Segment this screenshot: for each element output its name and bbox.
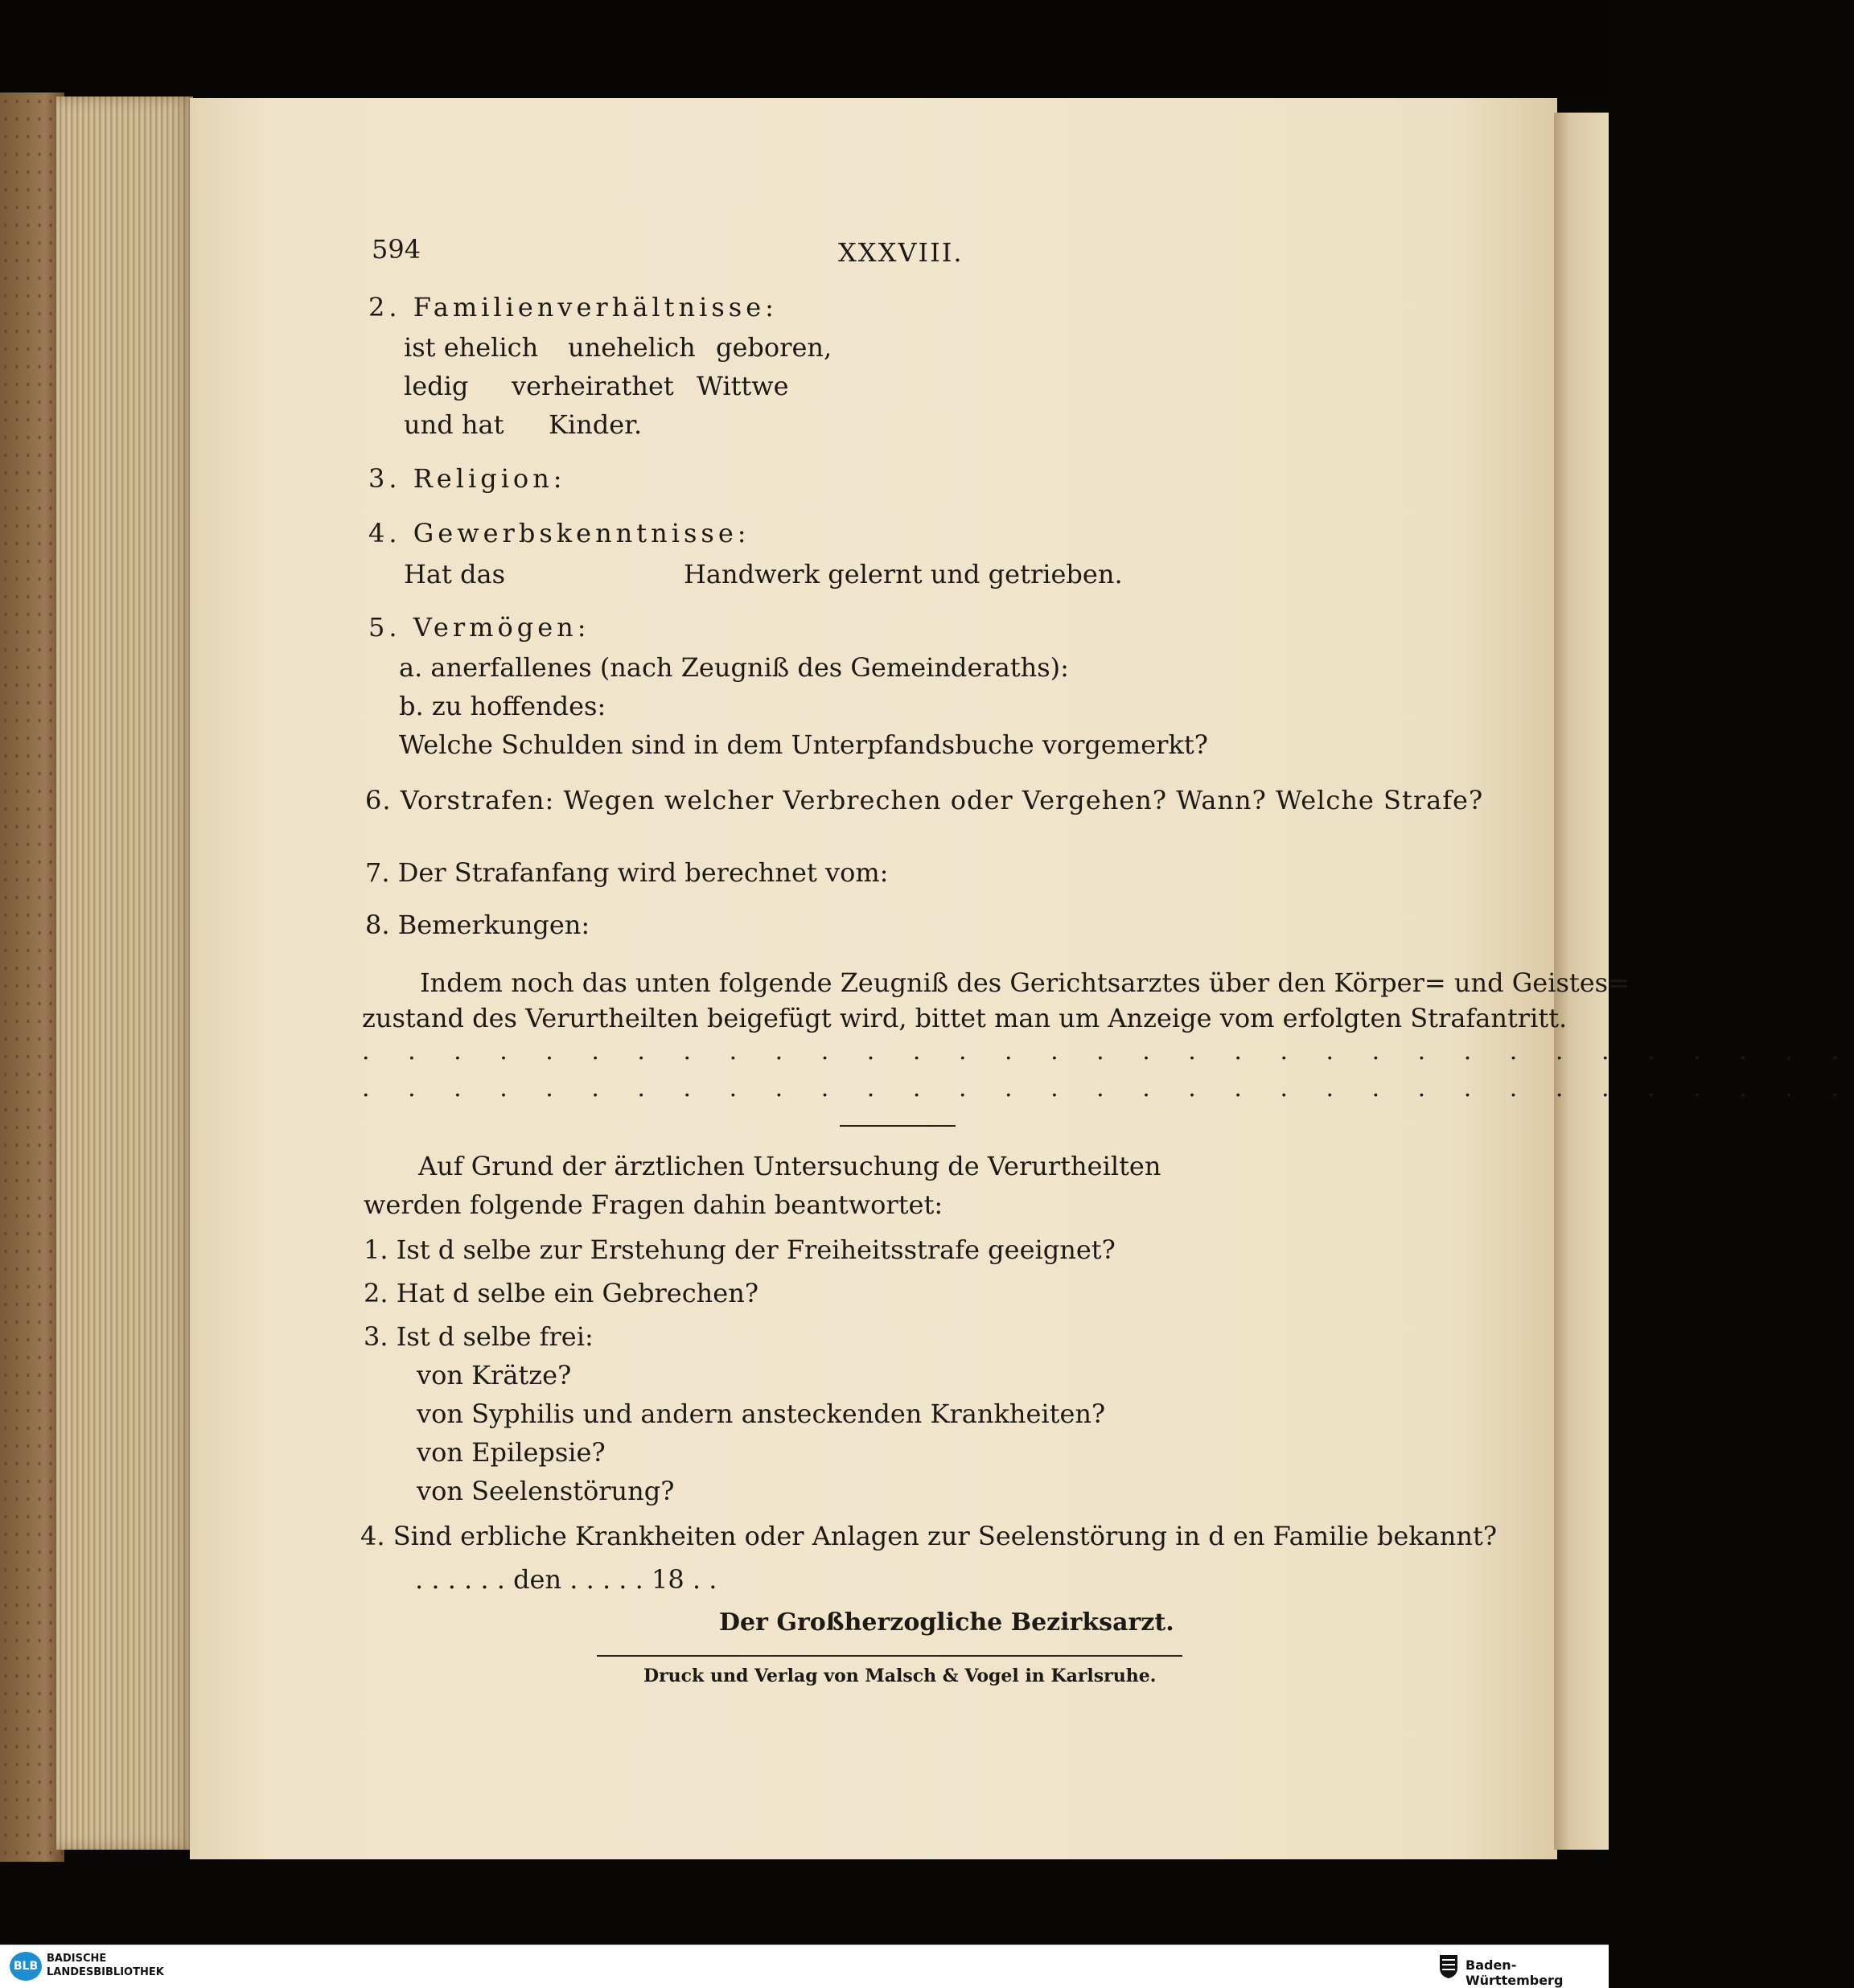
item-4-hat-das: Hat das bbox=[404, 559, 505, 589]
item-3-religion: 3. Religion: bbox=[368, 463, 566, 494]
library-name-line-2: LANDESBIBLIOTHEK bbox=[47, 1966, 164, 1978]
section-heading: XXXVIII. bbox=[838, 237, 964, 268]
viewer-footer bbox=[0, 1945, 1609, 1988]
date-line: . . . . . . den . . . . . 18 . . bbox=[415, 1564, 717, 1595]
question-3-epilepsie: von Epilepsie? bbox=[417, 1437, 606, 1468]
page-number: 594 bbox=[372, 234, 421, 265]
dotted-fill-line-1: . . . . . . . . . . . . . . . . . . . . . . . . . . . . . . . . . bbox=[362, 1037, 1854, 1066]
printer-imprint: Druck und Verlag von Malsch & Vogel in Karlsruhe. bbox=[643, 1666, 1157, 1686]
dotted-fill-line-2: . . . . . . . . . . . . . . . . . . . . . . . . . . . . . . . . . bbox=[362, 1074, 1854, 1103]
item-5-b: b. zu hoffendes: bbox=[399, 691, 606, 721]
page-stack-edges bbox=[56, 97, 193, 1850]
item-2-verheirathet: verheirathet bbox=[512, 371, 674, 401]
imprint-rule bbox=[597, 1655, 1182, 1657]
section-divider bbox=[840, 1125, 956, 1127]
medical-intro-line-2: werden folgende Fragen dahin beantwortet: bbox=[364, 1189, 943, 1220]
item-2-ehelich: ist ehelich bbox=[404, 332, 539, 363]
item-8-paragraph-line-2: zustand des Verurtheilten beigefügt wird, bittet man um Anzeige vom erfolgten Strafantritt. bbox=[362, 1003, 1568, 1033]
item-5-schulden: Welche Schulden sind in dem Unterpfandsbuche vorgemerkt? bbox=[399, 729, 1208, 760]
scan-background-top bbox=[0, 0, 1609, 97]
item-5-a: a. anerfallenes (nach Zeugniß des Gemeinderaths): bbox=[399, 652, 1069, 683]
item-6-vorstrafen: 6. Vorstrafen: Wegen welcher Verbrechen oder Vergehen? Wann? Welche Strafe? bbox=[365, 785, 1484, 815]
library-name-line-1: BADISCHE bbox=[47, 1953, 107, 1965]
item-5-title: 5. Vermögen: bbox=[368, 612, 590, 643]
item-8-paragraph-line-1: Indem noch das unten folgende Zeugniß des Gerichtsarztes über den Körper= und Geistes= bbox=[420, 967, 1630, 998]
question-3-syphilis: von Syphilis und andern ansteckenden Krankheiten? bbox=[417, 1399, 1106, 1429]
item-2-und-hat: und hat bbox=[404, 409, 504, 440]
item-2-kinder: Kinder. bbox=[549, 409, 643, 440]
item-2-geboren: geboren, bbox=[716, 332, 832, 363]
question-2: 2. Hat d selbe ein Gebrechen? bbox=[364, 1278, 758, 1308]
item-4-handwerk: Handwerk gelernt und getrieben. bbox=[684, 559, 1123, 589]
library-name bbox=[47, 1952, 164, 1979]
medical-intro-line-1: Auf Grund der ärztlichen Untersuchung de Verurtheilten bbox=[418, 1151, 1161, 1181]
item-2-title: 2. Familienverhältnisse: bbox=[368, 292, 778, 322]
book-cover-edge bbox=[0, 92, 64, 1862]
blb-logo: BLB bbox=[10, 1952, 42, 1981]
item-8-title: 8. Bemerkungen: bbox=[365, 910, 590, 940]
baden-wuerttemberg-crest-icon bbox=[1438, 1953, 1459, 1979]
question-1: 1. Ist d selbe zur Erstehung der Freiheitsstrafe geeignet? bbox=[364, 1234, 1116, 1265]
question-3: 3. Ist d selbe frei: bbox=[364, 1321, 594, 1352]
state-name: Baden-Württemberg bbox=[1466, 1957, 1564, 1988]
item-7-strafanfang: 7. Der Strafanfang wird berechnet vom: bbox=[365, 857, 889, 888]
question-3-kraetze: von Krätze? bbox=[417, 1360, 572, 1390]
item-2-wittwe: Wittwe bbox=[697, 371, 789, 401]
item-2-unehelich: unehelich bbox=[568, 332, 696, 363]
item-4-title: 4. Gewerbskenntnisse: bbox=[368, 518, 750, 548]
item-2-ledig: ledig bbox=[404, 371, 469, 401]
signature-line: Der Großherzogliche Bezirksarzt. bbox=[719, 1608, 1174, 1637]
question-3-seelenstoerung: von Seelenstörung? bbox=[417, 1476, 675, 1506]
question-4: 4. Sind erbliche Krankheiten oder Anlagen zur Seelenstörung in d en Familie bekannt? bbox=[360, 1521, 1497, 1551]
